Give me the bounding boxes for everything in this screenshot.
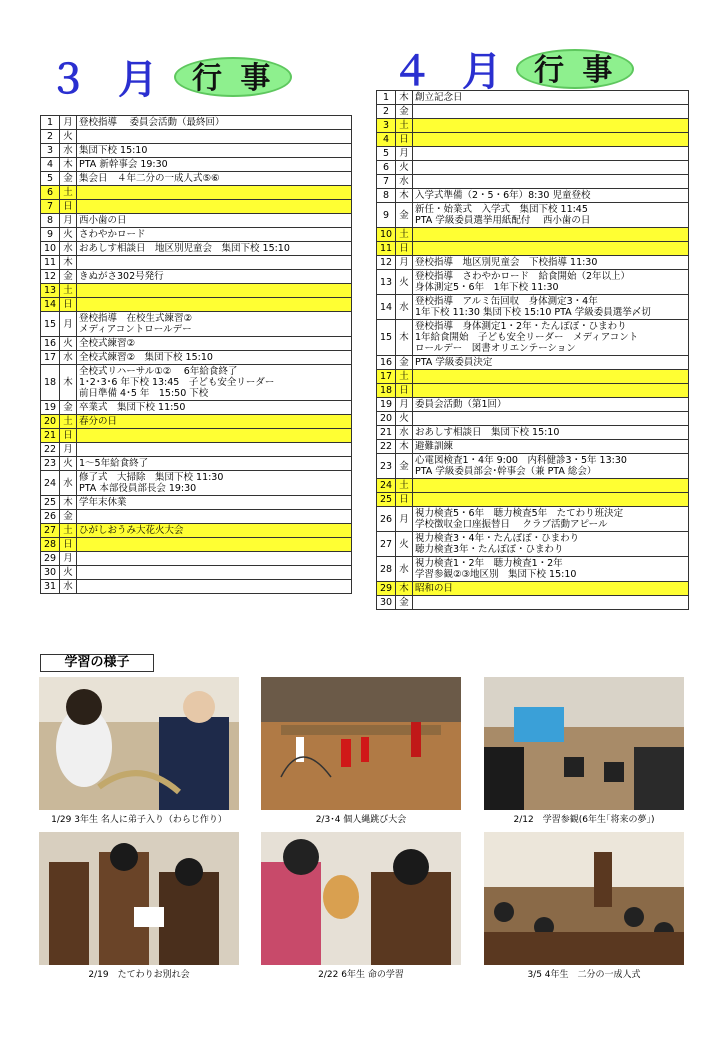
weekday-cell: 金: [60, 270, 77, 284]
calendar-row: [377, 175, 689, 189]
event-cell: [77, 552, 352, 566]
day-cell: 2: [41, 130, 60, 144]
day-cell: 15: [377, 320, 396, 356]
event-cell: [413, 596, 689, 610]
day-cell: 26: [377, 507, 396, 532]
day-cell: 24: [377, 479, 396, 493]
weekday-cell: 木: [396, 582, 413, 596]
weekday-cell: 火: [396, 270, 413, 295]
calendar-row: [41, 172, 352, 186]
event-cell: おあしす相談日 地区別児童会 集団下校 15:10: [77, 242, 352, 256]
event-cell: [413, 161, 689, 175]
calendar-row: [41, 284, 352, 298]
weekday-cell: 土: [60, 524, 77, 538]
photo-half-adult-ceremony: [484, 832, 684, 965]
calendar-row: [41, 443, 352, 457]
april-title: 行 事: [516, 49, 634, 89]
event-cell: 避難訓練: [413, 440, 689, 454]
event-cell: [413, 370, 689, 384]
march-title: 行 事: [174, 57, 292, 97]
day-cell: 7: [41, 200, 60, 214]
event-cell: 登校指導 身体測定1・2年・たんぽぽ・ひまわり 1年給食開始 子ども安全リーダー メディアコント ロールデー 図書オリエンテーション: [413, 320, 689, 356]
day-cell: 18: [41, 365, 60, 401]
photo-jump-rope: [261, 677, 461, 810]
event-cell: [77, 256, 352, 270]
event-cell: 登校指導 地区別児童会 下校指導 11:30: [413, 256, 689, 270]
calendar-row: [377, 412, 689, 426]
event-cell: 集団下校 15:10: [77, 144, 352, 158]
event-cell: 全校式練習②: [77, 337, 352, 351]
weekday-cell: 土: [60, 284, 77, 298]
day-cell: 22: [41, 443, 60, 457]
march-calendar: [40, 115, 352, 594]
event-cell: 委員会活動（第1回）: [413, 398, 689, 412]
weekday-cell: 月: [396, 507, 413, 532]
day-cell: 23: [41, 457, 60, 471]
weekday-cell: 月: [60, 312, 77, 337]
day-cell: 23: [377, 454, 396, 479]
calendar-row: [41, 471, 352, 496]
weekday-cell: 水: [396, 426, 413, 440]
calendar-row: [41, 351, 352, 365]
weekday-cell: 月: [60, 214, 77, 228]
day-cell: 26: [41, 510, 60, 524]
calendar-row: [41, 429, 352, 443]
calendar-row: [41, 457, 352, 471]
calendar-row: [377, 398, 689, 412]
calendar-row: [377, 147, 689, 161]
april-calendar: [376, 90, 689, 610]
event-cell: 登校指導 在校生式練習② メディアコントロールデー: [77, 312, 352, 337]
calendar-row: [377, 532, 689, 557]
event-cell: [77, 429, 352, 443]
photo-caption: 1/29 3年生 名人に弟子入り（わらじ作り）: [51, 815, 227, 825]
calendar-row: [41, 510, 352, 524]
event-cell: おあしす相談日 集団下校 15:10: [413, 426, 689, 440]
event-cell: PTA 学級委員決定: [413, 356, 689, 370]
weekday-cell: 火: [60, 228, 77, 242]
calendar-row: [41, 298, 352, 312]
weekday-cell: 土: [60, 415, 77, 429]
event-cell: 全校式リハーサル①② 6年給食終了 1･2･3･6 年下校 13:45 子ども安全リーダー 前日準備 4･5 年 15:50 下校: [77, 365, 352, 401]
weekday-cell: 水: [60, 471, 77, 496]
calendar-row: [41, 214, 352, 228]
day-cell: 8: [377, 189, 396, 203]
weekday-cell: 金: [396, 454, 413, 479]
day-cell: 2: [377, 105, 396, 119]
day-cell: 29: [41, 552, 60, 566]
calendar-row: [377, 270, 689, 295]
event-cell: [413, 412, 689, 426]
weekday-cell: 月: [396, 398, 413, 412]
event-cell: [413, 479, 689, 493]
calendar-row: [41, 312, 352, 337]
weekday-cell: 月: [60, 552, 77, 566]
event-cell: 全校式練習② 集団下校 15:10: [77, 351, 352, 365]
day-cell: 25: [41, 496, 60, 510]
calendar-row: [377, 493, 689, 507]
day-cell: 11: [41, 256, 60, 270]
event-cell: [77, 566, 352, 580]
weekday-cell: 木: [396, 320, 413, 356]
weekday-cell: 土: [60, 186, 77, 200]
event-cell: 西小歯の日: [77, 214, 352, 228]
weekday-cell: 金: [396, 596, 413, 610]
calendar-row: [377, 320, 689, 356]
day-cell: 10: [377, 228, 396, 242]
day-cell: 12: [377, 256, 396, 270]
calendar-row: [41, 200, 352, 214]
calendar-row: [41, 270, 352, 284]
day-cell: 18: [377, 384, 396, 398]
weekday-cell: 木: [60, 158, 77, 172]
calendar-row: [377, 105, 689, 119]
event-cell: PTA 新幹事会 19:30: [77, 158, 352, 172]
calendar-row: [41, 242, 352, 256]
calendar-row: [41, 415, 352, 429]
event-cell: [77, 443, 352, 457]
calendar-row: [377, 242, 689, 256]
day-cell: 30: [377, 596, 396, 610]
day-cell: 20: [377, 412, 396, 426]
weekday-cell: 土: [396, 370, 413, 384]
calendar-row: [41, 580, 352, 594]
weekday-cell: 木: [60, 365, 77, 401]
day-cell: 7: [377, 175, 396, 189]
event-cell: [77, 200, 352, 214]
calendar-row: [41, 552, 352, 566]
weekday-cell: 月: [60, 443, 77, 457]
day-cell: 13: [377, 270, 396, 295]
day-cell: 22: [377, 440, 396, 454]
weekday-cell: 金: [60, 172, 77, 186]
weekday-cell: 日: [396, 384, 413, 398]
calendar-row: [377, 228, 689, 242]
photo-straw-sandals: [39, 677, 239, 810]
event-cell: 昭和の日: [413, 582, 689, 596]
photo-caption: 2/12 学習参観(6年生｢将来の夢｣): [513, 815, 655, 825]
calendar-row: [377, 295, 689, 320]
calendar-row: [41, 186, 352, 200]
day-cell: 24: [41, 471, 60, 496]
event-cell: [413, 119, 689, 133]
photo-caption: 3/5 4年生 二分の一成人式: [527, 970, 641, 980]
calendar-row: [41, 524, 352, 538]
day-cell: 27: [377, 532, 396, 557]
day-cell: 21: [377, 426, 396, 440]
day-cell: 19: [377, 398, 396, 412]
day-cell: 29: [377, 582, 396, 596]
weekday-cell: 土: [396, 228, 413, 242]
event-cell: [413, 175, 689, 189]
event-cell: 入学式準備（2・5・6年）8:30 児童登校: [413, 189, 689, 203]
weekday-cell: 火: [60, 337, 77, 351]
calendar-row: [41, 130, 352, 144]
calendar-row: [377, 479, 689, 493]
weekday-cell: 木: [60, 256, 77, 270]
event-cell: 修了式 大掃除 集団下校 11:30 PTA 本部役員部長会 19:30: [77, 471, 352, 496]
day-cell: 11: [377, 242, 396, 256]
day-cell: 20: [41, 415, 60, 429]
event-cell: [77, 298, 352, 312]
weekday-cell: 土: [396, 119, 413, 133]
event-cell: 創立記念日: [413, 91, 689, 105]
day-cell: 1: [377, 91, 396, 105]
event-cell: [77, 510, 352, 524]
calendar-row: [377, 582, 689, 596]
day-cell: 3: [41, 144, 60, 158]
calendar-row: [377, 454, 689, 479]
event-cell: 登校指導 さわやかロード 給食開始（2年以上） 身体測定5・6年 1年下校 11:30: [413, 270, 689, 295]
event-cell: 集会日 ４年二分の一成人式⑤⑥: [77, 172, 352, 186]
calendar-row: [41, 365, 352, 401]
photo-caption: 2/19 たてわりお別れ会: [88, 970, 190, 980]
weekday-cell: 火: [60, 457, 77, 471]
calendar-row: [377, 119, 689, 133]
day-cell: 21: [41, 429, 60, 443]
event-cell: [413, 242, 689, 256]
weekday-cell: 水: [60, 580, 77, 594]
day-cell: 16: [41, 337, 60, 351]
event-cell: [413, 493, 689, 507]
day-cell: 9: [377, 203, 396, 228]
calendar-row: [41, 496, 352, 510]
photo-life-lesson: [261, 832, 461, 965]
april-month-label: ４ 月: [392, 49, 510, 95]
event-cell: 視力検査3・4年・たんぽぽ・ひまわり 聴力検査3年・たんぽぽ・ひまわり: [413, 532, 689, 557]
calendar-row: [41, 256, 352, 270]
weekday-cell: 金: [396, 356, 413, 370]
day-cell: 5: [377, 147, 396, 161]
weekday-cell: 火: [60, 130, 77, 144]
april-heading: [392, 40, 634, 97]
day-cell: 1: [41, 116, 60, 130]
photo-farewell-party: [39, 832, 239, 965]
weekday-cell: 金: [60, 510, 77, 524]
weekday-cell: 月: [396, 147, 413, 161]
calendar-row: [41, 337, 352, 351]
calendar-row: [377, 384, 689, 398]
day-cell: 25: [377, 493, 396, 507]
weekday-cell: 日: [60, 200, 77, 214]
calendar-row: [41, 538, 352, 552]
day-cell: 14: [377, 295, 396, 320]
march-month-label: ３ 月: [48, 57, 166, 103]
day-cell: 19: [41, 401, 60, 415]
calendar-row: [377, 256, 689, 270]
weekday-cell: 金: [60, 401, 77, 415]
day-cell: 27: [41, 524, 60, 538]
weekday-cell: 日: [396, 133, 413, 147]
photo-caption: 2/22 6年生 命の学習: [318, 970, 404, 980]
event-cell: [77, 538, 352, 552]
photo-caption: 2/3･4 個人縄跳び大会: [315, 815, 407, 825]
event-cell: [77, 580, 352, 594]
weekday-cell: 金: [396, 105, 413, 119]
day-cell: 17: [377, 370, 396, 384]
calendar-row: [41, 158, 352, 172]
event-cell: [77, 186, 352, 200]
gallery-title: 学習の様子: [40, 654, 154, 672]
weekday-cell: 木: [396, 91, 413, 105]
calendar-row: [377, 426, 689, 440]
day-cell: 15: [41, 312, 60, 337]
calendar-row: [377, 596, 689, 610]
day-cell: 8: [41, 214, 60, 228]
calendar-row: [41, 401, 352, 415]
event-cell: 登校指導 アルミ缶回収 身体測定3・4年 1年下校 11:30 集団下校 15:10 PTA 学級委員選挙〆切: [413, 295, 689, 320]
calendar-row: [377, 189, 689, 203]
day-cell: 9: [41, 228, 60, 242]
calendar-row: [377, 356, 689, 370]
event-cell: [413, 147, 689, 161]
weekday-cell: 水: [396, 175, 413, 189]
calendar-row: [377, 203, 689, 228]
weekday-cell: 木: [60, 496, 77, 510]
weekday-cell: 日: [396, 242, 413, 256]
weekday-cell: 木: [396, 440, 413, 454]
event-cell: きぬがさ302号発行: [77, 270, 352, 284]
weekday-cell: 月: [396, 256, 413, 270]
calendar-row: [377, 557, 689, 582]
event-cell: [413, 133, 689, 147]
day-cell: 6: [41, 186, 60, 200]
day-cell: 4: [41, 158, 60, 172]
day-cell: 3: [377, 119, 396, 133]
calendar-row: [377, 91, 689, 105]
day-cell: 4: [377, 133, 396, 147]
weekday-cell: 月: [60, 116, 77, 130]
day-cell: 13: [41, 284, 60, 298]
day-cell: 17: [41, 351, 60, 365]
event-cell: 心電図検査1・4年 9:00 内科健診3・5年 13:30 PTA 学級委員部会･幹事会（兼 PTA 総会）: [413, 454, 689, 479]
event-cell: ひがしおうみ大花火大会: [77, 524, 352, 538]
event-cell: 登校指導 委員会活動（最終回）: [77, 116, 352, 130]
weekday-cell: 火: [396, 161, 413, 175]
calendar-row: [377, 440, 689, 454]
weekday-cell: 水: [396, 295, 413, 320]
weekday-cell: 土: [396, 479, 413, 493]
calendar-row: [41, 228, 352, 242]
calendar-row: [377, 133, 689, 147]
march-heading: [48, 48, 292, 105]
day-cell: 30: [41, 566, 60, 580]
day-cell: 5: [41, 172, 60, 186]
weekday-cell: 日: [60, 298, 77, 312]
weekday-cell: 金: [396, 203, 413, 228]
weekday-cell: 日: [60, 538, 77, 552]
weekday-cell: 日: [60, 429, 77, 443]
event-cell: [413, 384, 689, 398]
event-cell: [413, 105, 689, 119]
day-cell: 28: [377, 557, 396, 582]
event-cell: 1～5年給食終了: [77, 457, 352, 471]
event-cell: 新任・始業式 入学式 集団下校 11:45 PTA 学級委員選挙用紙配付 西小歯の日: [413, 203, 689, 228]
day-cell: 6: [377, 161, 396, 175]
day-cell: 31: [41, 580, 60, 594]
event-cell: 卒業式 集団下校 11:50: [77, 401, 352, 415]
day-cell: 14: [41, 298, 60, 312]
event-cell: [413, 228, 689, 242]
weekday-cell: 水: [60, 144, 77, 158]
calendar-row: [41, 566, 352, 580]
calendar-row: [377, 507, 689, 532]
event-cell: 春分の日: [77, 415, 352, 429]
photo-class-observation: [484, 677, 684, 810]
weekday-cell: 日: [396, 493, 413, 507]
event-cell: 視力検査5・6年 聴力検査5年 たてわり班決定 学校徴収金口座振替日 クラブ活動アピール: [413, 507, 689, 532]
calendar-row: [41, 144, 352, 158]
calendar-row: [41, 116, 352, 130]
event-cell: 視力検査1・2年 聴力検査1・2年 学習参観②③地区別 集団下校 15:10: [413, 557, 689, 582]
calendar-row: [377, 370, 689, 384]
weekday-cell: 木: [396, 189, 413, 203]
weekday-cell: 水: [60, 351, 77, 365]
calendar-row: [377, 161, 689, 175]
day-cell: 16: [377, 356, 396, 370]
weekday-cell: 火: [396, 412, 413, 426]
event-cell: 学年末休業: [77, 496, 352, 510]
weekday-cell: 水: [60, 242, 77, 256]
day-cell: 12: [41, 270, 60, 284]
event-cell: [77, 284, 352, 298]
event-cell: [77, 130, 352, 144]
day-cell: 10: [41, 242, 60, 256]
weekday-cell: 火: [396, 532, 413, 557]
day-cell: 28: [41, 538, 60, 552]
weekday-cell: 水: [396, 557, 413, 582]
weekday-cell: 火: [60, 566, 77, 580]
event-cell: さわやかロード: [77, 228, 352, 242]
